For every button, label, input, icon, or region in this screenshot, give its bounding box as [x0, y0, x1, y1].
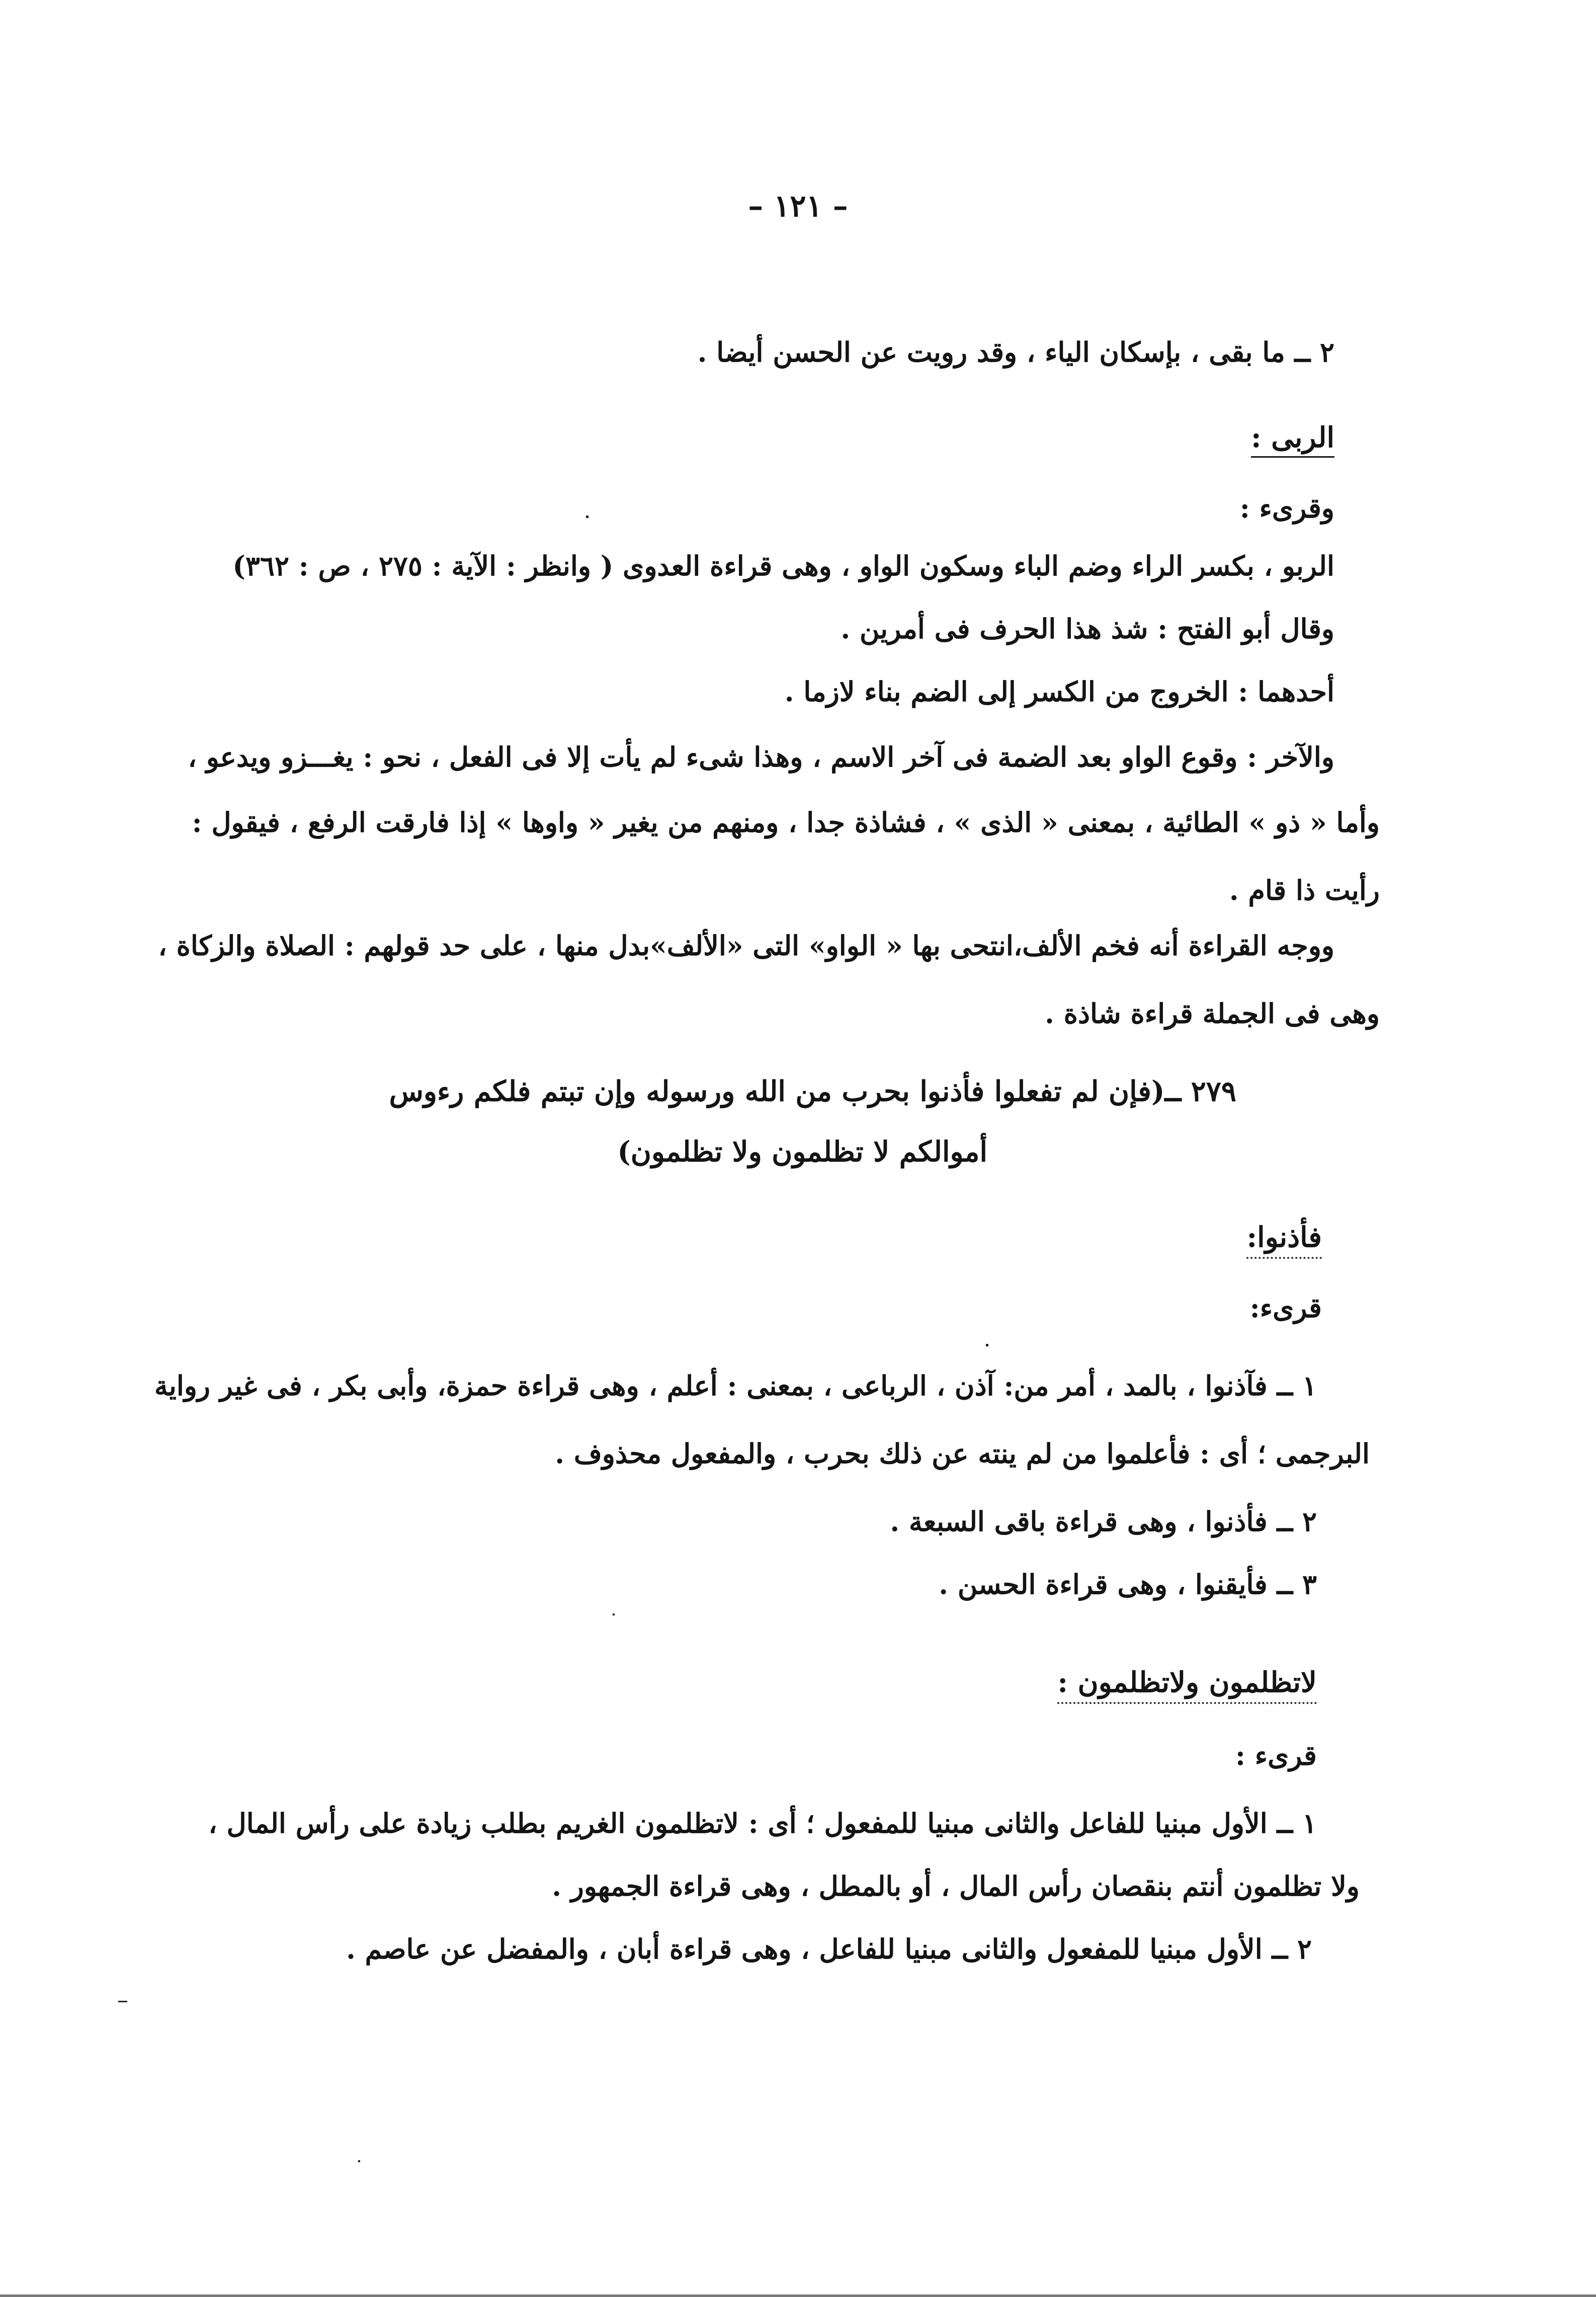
- text-line: ولا تظلمون أنتم بنقصان رأس المال ، أو بالمطل ، وهى قراءة الجمهور .: [552, 1870, 1360, 1902]
- text-line: ٣ ــ فأيقنوا ، وهى قراءة الحسن .: [939, 1568, 1317, 1600]
- text-line: وقال أبو الفتح : شذ هذا الحرف فى أمرين .: [841, 613, 1334, 645]
- text-line: وهى فى الجملة قراءة شاذة .: [1045, 997, 1380, 1030]
- text-line: والآخر : وقوع الواو بعد الضمة فى آخر الاسم ، وهذا شىء لم يأت إلا فى الفعل ، نحو : يغـــزو ويدعو ،: [188, 741, 1334, 773]
- text-line: الربو ، بكسر الراء وضم الباء وسكون الواو ، وهى قراءة العدوى ( وانظر : الآية : ٢٧٥ ، ص : ٣٦٢): [232, 550, 1334, 582]
- text-line: البرجمى ؛ أى : فأعلموا من لم ينته عن ذلك بحرب ، والمفعول محذوف .: [555, 1437, 1370, 1470]
- scan-speck: [986, 1344, 988, 1346]
- page-number: – ١٢١ –: [748, 189, 848, 224]
- text-line: ٢ ــ ما بقى ، بإسكان الياء ، وقد رويت عن الحسن أيضا .: [697, 336, 1334, 368]
- text-line: ٢ ــ الأول مبنيا للمفعول والثانى مبنيا للفاعل ، وهى قراءة أبان ، والمفضل عن عاصم .: [346, 1933, 1312, 1965]
- quran-verse-line: أموالكم لا تظلمون ولا تظلمون): [617, 1135, 987, 1168]
- section-heading-tuzlamun: [1057, 1665, 1317, 1700]
- qurie-label: قرىء:: [1249, 1292, 1322, 1324]
- scan-speck: [358, 2160, 360, 2162]
- page-bottom-edge: [0, 2294, 1596, 2297]
- text-line: ١ ــ الأول مبنيا للفاعل والثانى مبنيا للمفعول ؛ أى : لاتظلمون الغريم بطلب زيادة على رأس المال ،: [208, 1807, 1317, 1839]
- heading-text: الربى :: [1251, 421, 1334, 454]
- text-line: رأيت ذا قام .: [1229, 874, 1380, 906]
- quran-verse-line: ٢٧٩ ــ(فإن لم تفعلوا فأذنوا بحرب من الله ورسوله وإن تبتم فلكم رءوس: [389, 1075, 1236, 1108]
- heading-text: فأذنوا:: [1246, 1221, 1322, 1259]
- heading-text: لاتظلمون ولاتظلمون :: [1057, 1666, 1317, 1704]
- qurie-label: قرىء :: [1235, 1739, 1317, 1771]
- section-heading-riba: [1251, 420, 1334, 455]
- section-heading-fadhanu: [1246, 1220, 1322, 1255]
- scan-speck: [118, 2001, 127, 2002]
- scan-speck: [613, 1613, 615, 1615]
- text-line: أحدهما : الخروج من الكسر إلى الضم بناء لازما .: [784, 675, 1334, 708]
- text-line: ١ ــ فآذنوا ، بالمد ، أمر من: آذن ، الرباعى ، بمعنى : أعلم ، وهى قراءة حمزة، وأبى بكر ، فى غير رواية: [154, 1370, 1317, 1402]
- scan-speck: [586, 516, 589, 518]
- text-line: ٢ ــ فأذنوا ، وهى قراءة باقى السبعة .: [890, 1505, 1317, 1538]
- text-line: ووجه القراءة أنه فخم الألف،انتحى بها « الواو» التى «الألف»بدل منها ، على حد قولهم : الصلاة والزكاة ،: [158, 929, 1334, 962]
- text-line: وأما « ذو » الطائية ، بمعنى « الذى » ، فشاذة جدا ، ومنهم من يغير « واوها » إذا فارقت الرفع ، فيقول :: [192, 806, 1380, 838]
- qurie-label: وقرىء :: [1239, 492, 1334, 524]
